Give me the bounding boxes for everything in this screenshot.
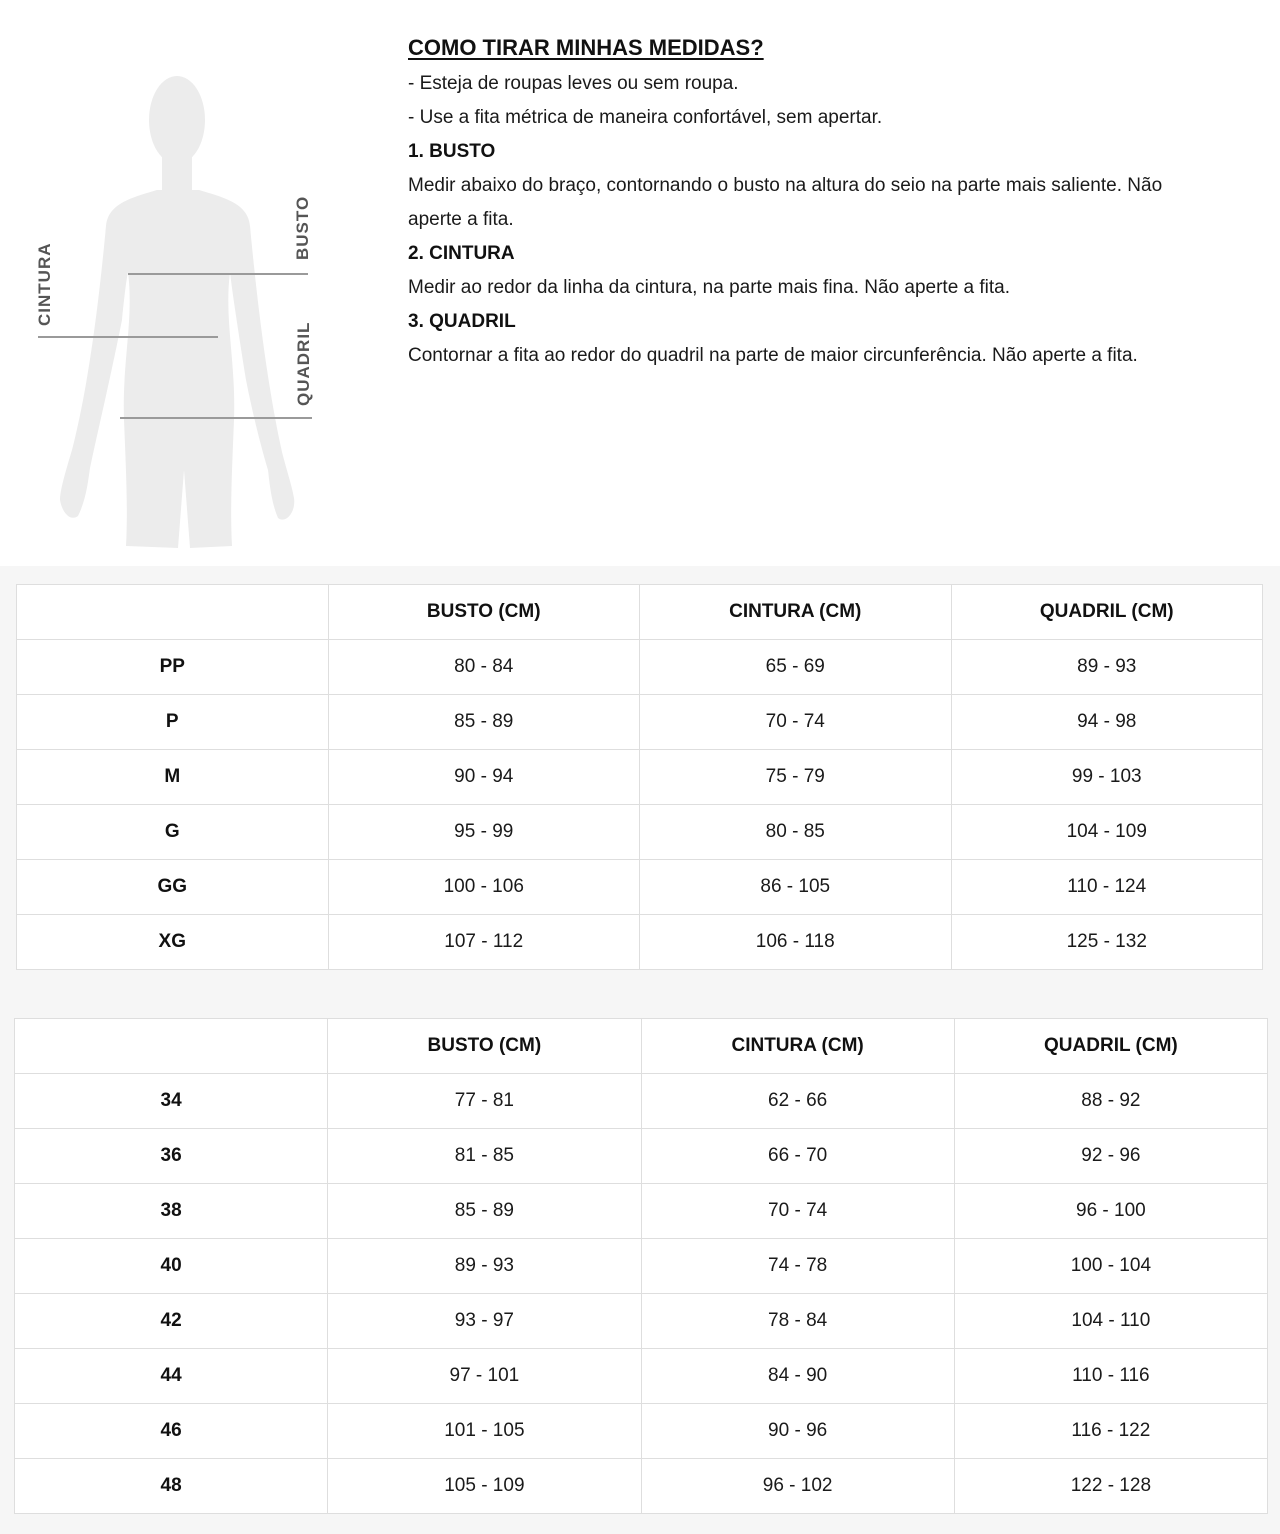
measurement-cell: 62 - 66 [641,1074,954,1129]
size-name-cell: M [17,750,329,805]
size-table-numbers-body [15,1074,1268,1514]
size-table-numbers-header [15,1019,1268,1074]
table-row [17,860,1263,915]
measurement-cell: 65 - 69 [640,640,952,695]
measurement-cell: 100 - 104 [954,1239,1267,1294]
measurement-cell: 125 - 132 [951,915,1263,970]
measurement-cell: 78 - 84 [641,1294,954,1349]
measurement-cell: 84 - 90 [641,1349,954,1404]
quadril-label: QUADRIL [294,321,313,406]
measurement-cell: 74 - 78 [641,1239,954,1294]
size-name-cell: 44 [15,1349,328,1404]
measurement-cell: 70 - 74 [641,1184,954,1239]
measurement-cell: 110 - 124 [951,860,1263,915]
header-cell: BUSTO (CM) [328,1019,641,1074]
measurement-cell: 95 - 99 [328,805,640,860]
step-busto-text-line-2: aperte a fita. [408,209,514,230]
measurement-cell: 80 - 84 [328,640,640,695]
table-row [17,640,1263,695]
header-cell-size [17,585,329,640]
table-row [15,1074,1268,1129]
header-cell: QUADRIL (CM) [954,1019,1267,1074]
table-row [15,1349,1268,1404]
size-table-numbers [14,1018,1268,1514]
body-figure-panel [0,0,368,566]
measurement-cell: 106 - 118 [640,915,952,970]
table-row [15,1459,1268,1514]
busto-label: BUSTO [293,195,312,260]
tip-tape: - Use a fita métrica de maneira confortável, sem apertar. [408,107,883,128]
measurement-cell: 66 - 70 [641,1129,954,1184]
size-name-cell: GG [17,860,329,915]
table-row [15,1184,1268,1239]
cintura-label: CINTURA [35,242,54,326]
measurement-cell: 104 - 109 [951,805,1263,860]
table-row [17,805,1263,860]
size-name-cell: XG [17,915,329,970]
step-busto-title: 1. BUSTO [408,141,496,162]
table-row [15,1129,1268,1184]
measurement-instructions [408,33,1248,373]
size-table-letters-header [17,585,1263,640]
measurement-cell: 107 - 112 [328,915,640,970]
measurement-cell: 81 - 85 [328,1129,641,1184]
measurement-cell: 75 - 79 [640,750,952,805]
measurement-cell: 89 - 93 [951,640,1263,695]
page-title: COMO TIRAR MINHAS MEDIDAS? [408,35,764,60]
size-name-cell: 46 [15,1404,328,1459]
body-silhouette-icon [0,0,368,566]
measurement-cell: 94 - 98 [951,695,1263,750]
header-cell-size [15,1019,328,1074]
measurement-cell: 97 - 101 [328,1349,641,1404]
header-cell: CINTURA (CM) [640,585,952,640]
table-row [15,1404,1268,1459]
measurement-cell: 116 - 122 [954,1404,1267,1459]
measurement-cell: 93 - 97 [328,1294,641,1349]
header-cell: QUADRIL (CM) [951,585,1263,640]
header-row [17,585,1263,640]
table-row [17,750,1263,805]
step-cintura-text: Medir ao redor da linha da cintura, na parte mais fina. Não aperte a fita. [408,277,1011,298]
measurement-cell: 96 - 100 [954,1184,1267,1239]
size-name-cell: 40 [15,1239,328,1294]
size-name-cell: G [17,805,329,860]
measurement-cell: 88 - 92 [954,1074,1267,1129]
table-row [17,915,1263,970]
measurement-cell: 80 - 85 [640,805,952,860]
size-name-cell: PP [17,640,329,695]
header-row [15,1019,1268,1074]
size-table-letters [16,584,1263,970]
measurement-cell: 105 - 109 [328,1459,641,1514]
measurement-cell: 122 - 128 [954,1459,1267,1514]
measurement-cell: 90 - 96 [641,1404,954,1459]
measurement-cell: 86 - 105 [640,860,952,915]
measurement-cell: 77 - 81 [328,1074,641,1129]
step-cintura-title: 2. CINTURA [408,243,515,264]
step-quadril-title: 3. QUADRIL [408,311,516,332]
measurement-cell: 104 - 110 [954,1294,1267,1349]
step-busto-text-line-1: Medir abaixo do braço, contornando o busto na altura do seio na parte mais saliente. Não [408,175,1163,196]
table-row [15,1239,1268,1294]
table-row [17,695,1263,750]
size-name-cell: 48 [15,1459,328,1514]
measurement-cell: 85 - 89 [328,1184,641,1239]
measurement-cell: 70 - 74 [640,695,952,750]
measurement-cell: 101 - 105 [328,1404,641,1459]
measurement-cell: 89 - 93 [328,1239,641,1294]
table-row [15,1294,1268,1349]
step-quadril-text: Contornar a fita ao redor do quadril na parte de maior circunferência. Não aperte a fita. [408,345,1138,366]
size-table-letters-body [17,640,1263,970]
measurement-cell: 92 - 96 [954,1129,1267,1184]
size-name-cell: 34 [15,1074,328,1129]
measurement-cell: 99 - 103 [951,750,1263,805]
measurement-cell: 100 - 106 [328,860,640,915]
measurement-cell: 110 - 116 [954,1349,1267,1404]
header-cell: BUSTO (CM) [328,585,640,640]
size-name-cell: P [17,695,329,750]
measurement-cell: 90 - 94 [328,750,640,805]
size-name-cell: 42 [15,1294,328,1349]
tip-clothing: - Esteja de roupas leves ou sem roupa. [408,73,739,94]
measurement-cell: 85 - 89 [328,695,640,750]
size-name-cell: 36 [15,1129,328,1184]
header-cell: CINTURA (CM) [641,1019,954,1074]
size-name-cell: 38 [15,1184,328,1239]
measurement-guide-section [0,0,1280,566]
measurement-cell: 96 - 102 [641,1459,954,1514]
